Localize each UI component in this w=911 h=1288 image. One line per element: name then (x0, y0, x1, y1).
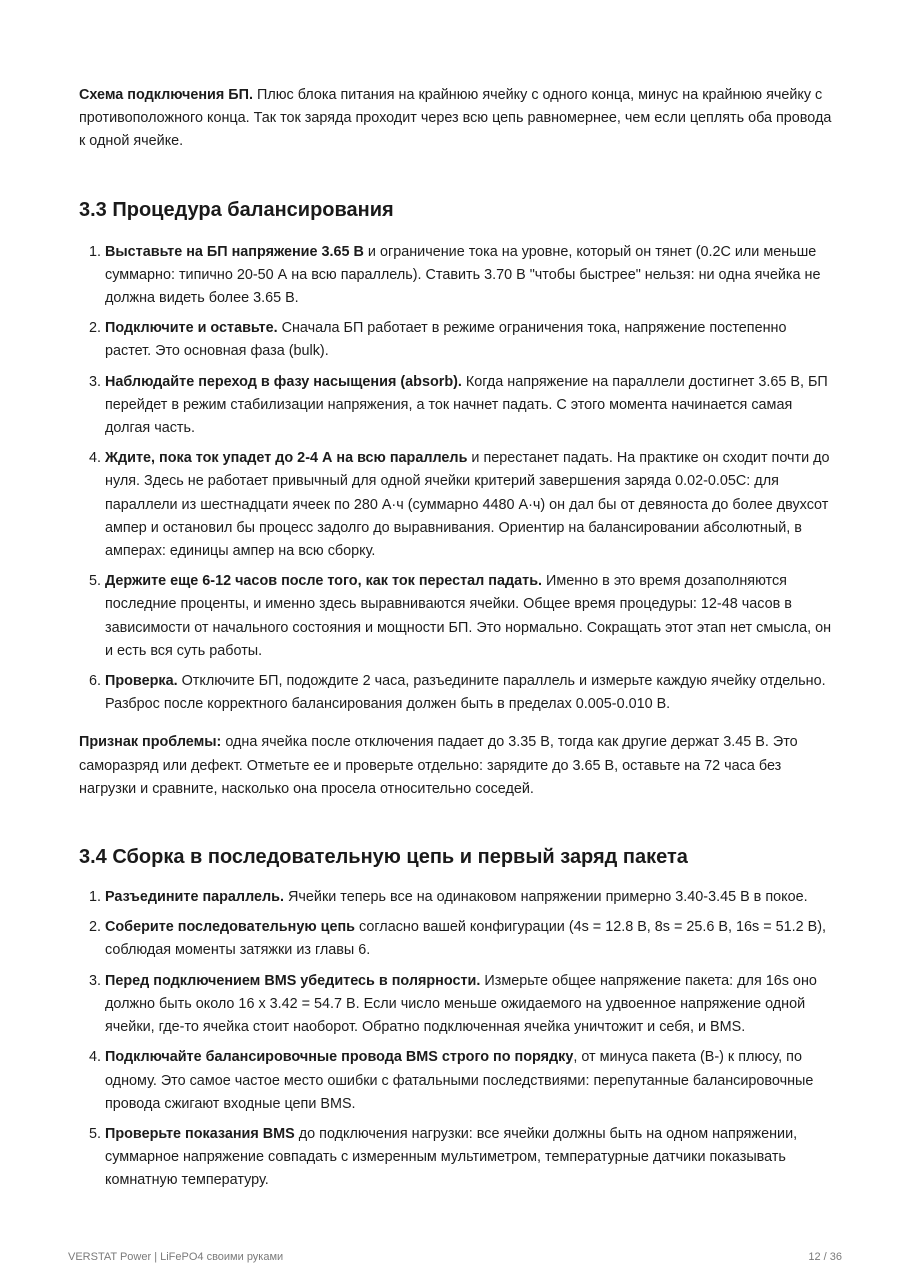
list-item-text: Измерьте общее напряжение пакета: для 16s оно должно быть около 16 x 3.42 = 54.7 В. Если число меньше ожидаемого на удвоенное напряжение одной ячейки, где-то ячейка стоит наоборот. Обратно подключенная ячейка уничтожит и себя, и BMS. (105, 972, 817, 1036)
problem-bold: Признак проблемы: (79, 734, 222, 751)
section-3-4-heading: 3.4 Сборка в последовательную цепь и первый заряд пакета (79, 846, 688, 869)
list-item-number: 1. (89, 889, 102, 906)
list-item (79, 670, 835, 716)
list-item-bold: Соберите последовательную цепь (105, 919, 356, 936)
list-item-text: до подключения нагрузки: все ячейки должны быть на одном напряжении, суммарное напряжение совпадать с измеренным мультиметром, температурные датчики показывать комнатную температуру. (105, 1125, 798, 1189)
list-item-text: Когда напряжение на параллели достигнет 3.65 В, БП перейдет в режим стабилизации напряжения, а ток начнет падать. С этого момента начинается самая долгая часть. (105, 373, 828, 437)
list-item-number: 3. (89, 373, 102, 390)
list-item (79, 886, 835, 909)
list-item (79, 317, 835, 363)
list-item-text: , от минуса пакета (B-) к плюсу, по одному. Это самое частое место ошибки с фатальными последствиями: перепутанные балансировочные провода сжигают входные цепи BMS. (105, 1049, 814, 1112)
list-item-bold: Подключайте балансировочные провода BMS строго по порядку (105, 1049, 574, 1066)
list-item-bold: Подключите и оставьте. (105, 320, 278, 337)
list-item-text: Отключите БП, подождите 2 часа, разъедините параллель и измерьте каждую ячейку отдельно. Разброс после корректного балансирования должен быть в пределах 0.005-0.010 В. (105, 673, 826, 713)
list-item-number: 5. (89, 573, 102, 590)
list-item-number: 2. (89, 919, 102, 936)
list-item-bold: Проверка. (105, 673, 178, 690)
list-item (79, 916, 835, 962)
problem-text: одна ячейка после отключения падает до 3.35 В, тогда как другие держат 3.45 В. Это саморазряд или дефект. Отметьте ее и проверьте отдельно: зарядите до 3.65 В, оставьте на 72 часа без нагрузки и сравните, насколько она просела относительно соседей. (79, 734, 798, 797)
list-item-bold: Разъедините параллель. (105, 889, 285, 906)
footer-document-title: VERSTAT Power | LiFePO4 своими руками (68, 1251, 284, 1263)
list-item-text: и перестанет падать. На практике он сходит почти до нуля. Здесь не работает привычный для одной ячейки критерий завершения заряда 0.02-0.05C: для параллели из шестнадцати ячеек по 280 А·ч (суммарно 4480 А·ч) он дал бы от девяноста до более двухсот ампер и остановил бы процесс задолго до выравнивания. Ориентир на балансировании абсолютный, в амперах: единицы ампер на всю сборку. (105, 450, 830, 560)
footer-page-number: 12 / 36 (808, 1251, 842, 1263)
list-item-bold: Перед подключением BMS убедитесь в полярности. (105, 972, 481, 989)
list-item (79, 1123, 835, 1193)
list-item-text: Сначала БП работает в режиме ограничения тока, напряжение постепенно растет. Это основная фаза (bulk). (105, 320, 787, 360)
list-item (79, 241, 835, 311)
intro-text: Плюс блока питания на крайнюю ячейку с одного конца, минус на крайнюю ячейку с противоположного конца. Так ток заряда проходит через всю цепь равномернее, чем если цеплять оба провода к одной ячейке. (79, 87, 832, 150)
list-item-number: 6. (89, 673, 102, 690)
list-item (79, 371, 835, 441)
list-item (79, 970, 835, 1040)
list-item-number: 3. (89, 972, 102, 989)
list-item-bold: Проверьте показания BMS (105, 1125, 295, 1142)
list-item (79, 447, 835, 563)
intro-bold: Схема подключения БП. (79, 87, 253, 103)
list-item-number: 2. (89, 320, 102, 337)
list-item-text: и ограничение тока на уровне, который он тянет (0.2C или меньше суммарно: типично 20-50 А на всю параллель). Ставить 3.70 В "чтобы быстрее" нельзя: ни одна ячейка не должна видеть более 3.65 В. (105, 243, 821, 307)
list-item-text: Ячейки теперь все на одинаковом напряжении примерно 3.40-3.45 В в покое. (284, 889, 808, 906)
list-item-number: 4. (89, 450, 102, 467)
list-item-bold: Наблюдайте переход в фазу насыщения (absorb). (105, 373, 462, 390)
list-item-number: 4. (89, 1049, 102, 1066)
list-item-text: Именно в это время дозаполняются последние проценты, и именно здесь выравниваются ячейки. Общее время процедуры: 12-48 часов в зависимости от начального состояния и мощности БП. Это нормально. Сокращать этот этап нет смысла, он и есть вся суть работы. (105, 573, 832, 659)
list-item-number: 1. (89, 243, 102, 260)
intro-paragraph (79, 84, 835, 154)
list-item-number: 5. (89, 1125, 102, 1142)
balancing-steps-list (79, 241, 835, 717)
page-footer (68, 1251, 842, 1263)
page-content (79, 84, 835, 1200)
list-item (79, 570, 835, 663)
list-item-bold: Ждите, пока ток упадет до 2-4 А на всю параллель (105, 450, 468, 467)
section-3-3-heading: 3.3 Процедура балансирования (79, 198, 394, 221)
assembly-steps-list (79, 886, 835, 1192)
list-item-text: согласно вашей конфигурации (4s = 12.8 В, 8s = 25.6 В, 16s = 51.2 В), соблюдая моменты затяжки из главы 6. (105, 919, 827, 959)
list-item-bold: Держите еще 6-12 часов после того, как ток перестал падать. (105, 573, 543, 590)
list-item-bold: Выставьте на БП напряжение 3.65 В (105, 243, 364, 260)
problem-sign-paragraph (79, 731, 835, 801)
list-item (79, 1046, 835, 1116)
